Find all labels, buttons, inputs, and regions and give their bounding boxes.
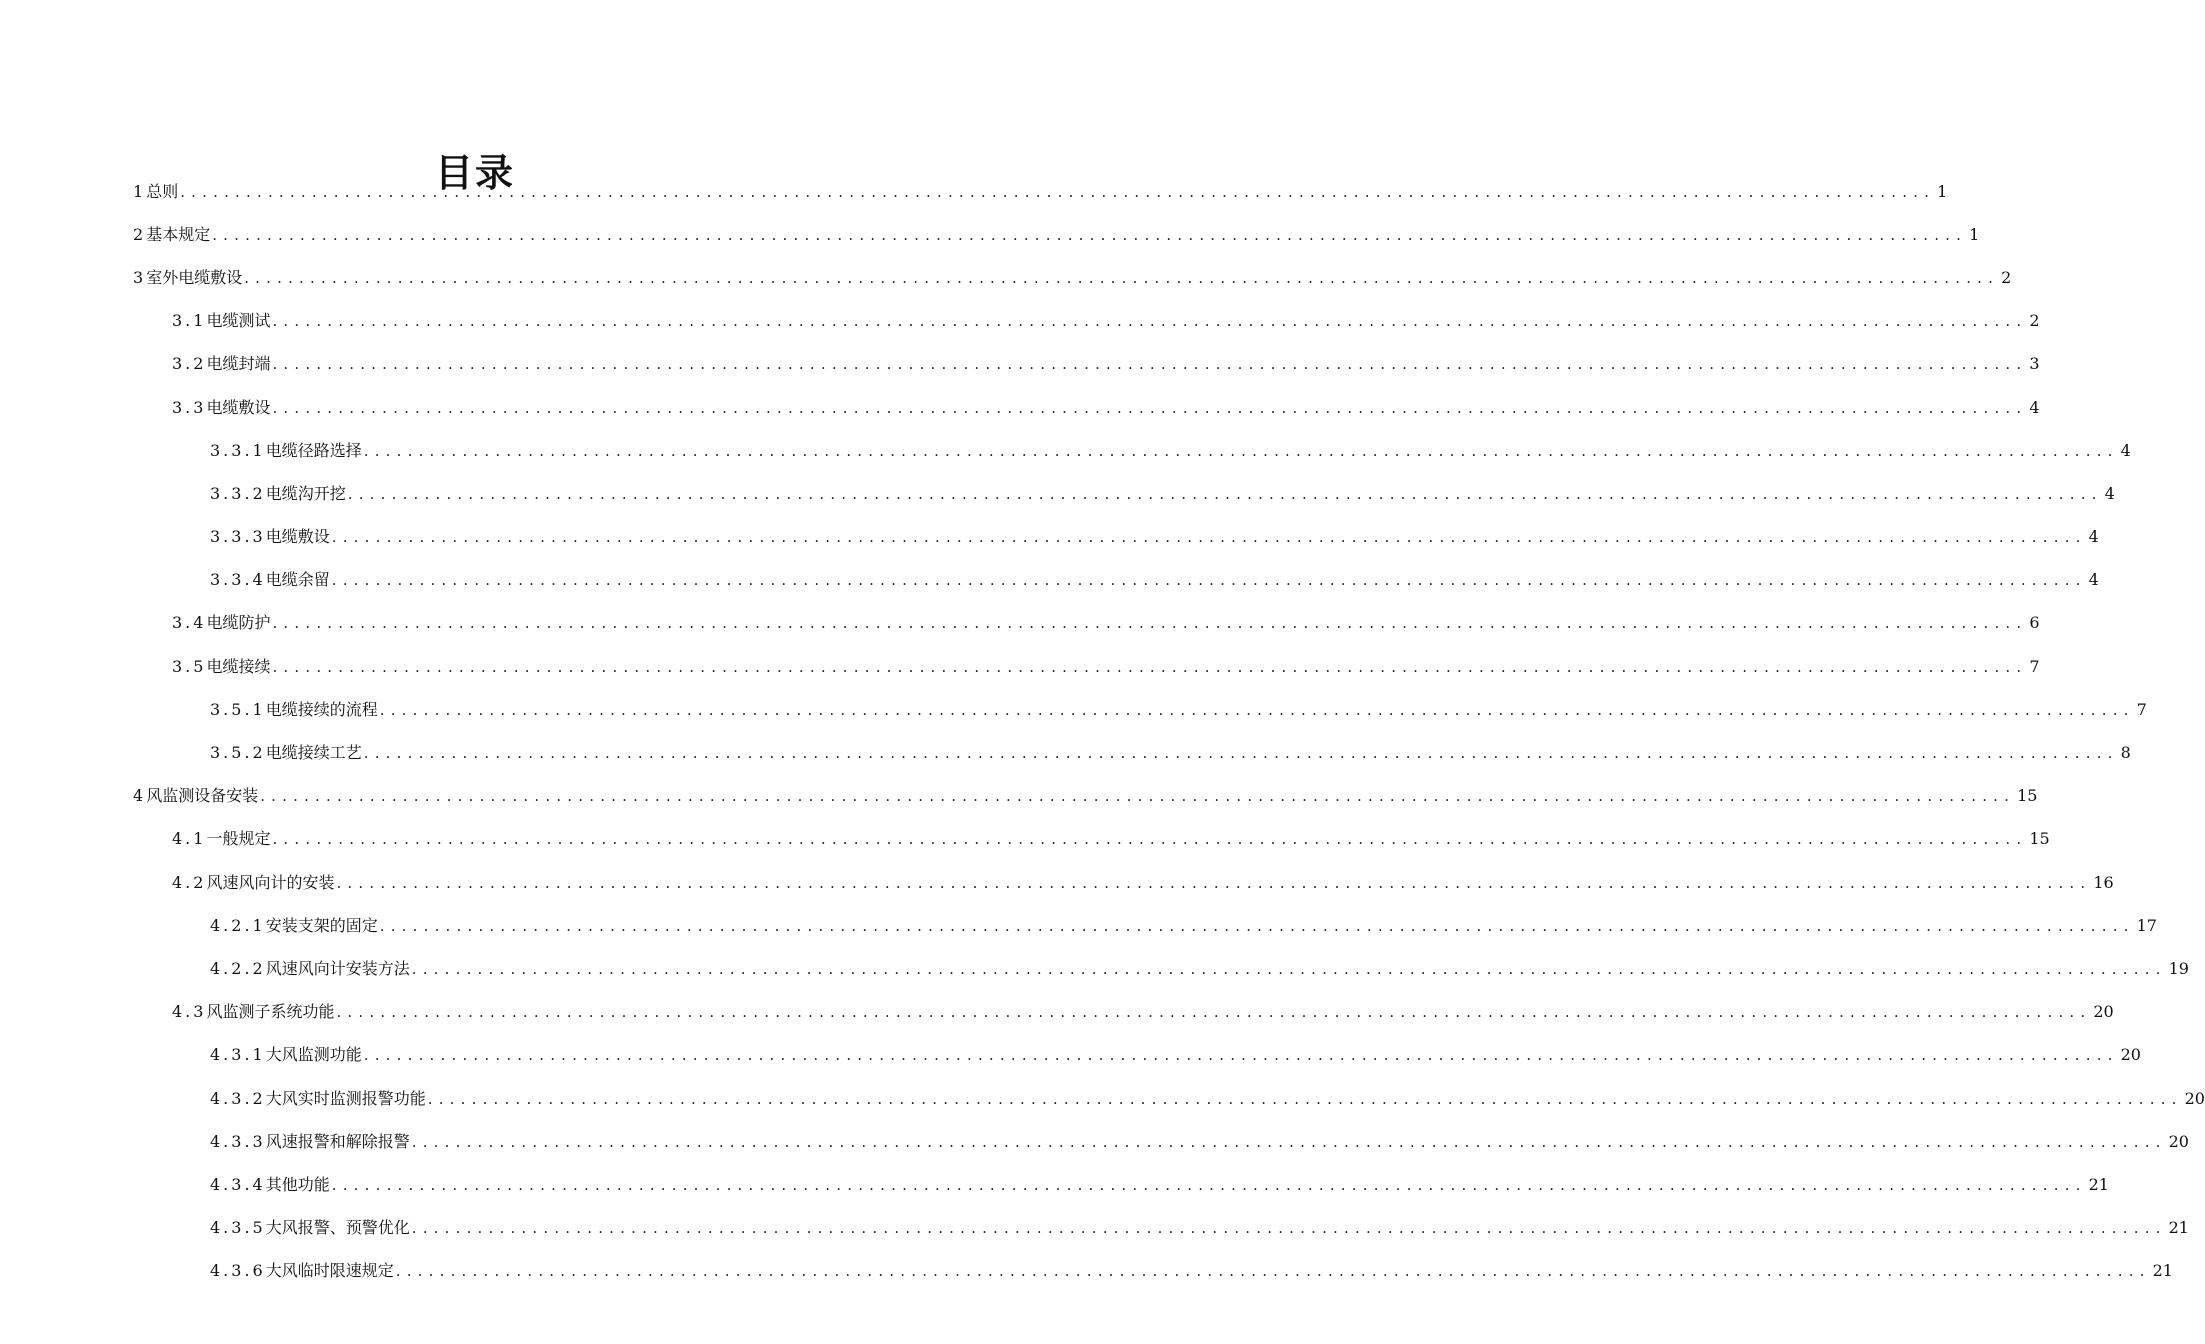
toc-entry-4-3-2[interactable]	[0, 1077, 2205, 1120]
toc-section-title: 其他功能	[265, 1174, 330, 1194]
toc-leader-dots: ................................................................................................................................................................	[347, 484, 2103, 503]
toc-section-number: 3.3	[172, 397, 207, 417]
toc-page-number: 7	[2029, 656, 2040, 676]
toc-section-number: 4.1	[172, 829, 207, 849]
toc-page-number: 15	[2017, 786, 2038, 806]
toc-entry-4-3-5[interactable]	[0, 1207, 2189, 1250]
toc-leader-dots: ................................................................................................................................................................	[363, 744, 2119, 763]
toc-section-number: 1	[133, 181, 147, 201]
toc-section-title: 风监测子系统功能	[206, 1002, 335, 1022]
toc-leader-dots: ................................................................................................................................................................	[272, 657, 2028, 676]
toc-entry-heading	[210, 1044, 362, 1066]
toc-section-title: 一般规定	[206, 829, 271, 849]
toc-page-number: 7	[2136, 699, 2147, 719]
toc-section-number: 3.2	[172, 354, 207, 374]
page-title: 目录	[434, 150, 515, 196]
table-of-contents	[0, 170, 2205, 1293]
toc-entry-heading	[210, 1131, 410, 1153]
toc-entry-4-3-3[interactable]	[0, 1120, 2189, 1163]
toc-page-number: 20	[2120, 1045, 2141, 1065]
toc-section-number: 3.5	[172, 656, 207, 676]
toc-entry-heading	[172, 612, 270, 634]
toc-section-number: 4.3.2	[210, 1088, 266, 1108]
toc-entry-4-2-1[interactable]	[0, 904, 2157, 947]
toc-leader-dots: ................................................................................................................................................................	[331, 528, 2087, 547]
toc-leader-dots: ................................................................................................................................................................	[336, 1003, 2092, 1022]
toc-entry-heading	[133, 267, 242, 289]
toc-page-number: 2	[2001, 267, 2012, 287]
toc-leader-dots: ................................................................................................................................................................	[395, 1262, 2151, 1281]
toc-leader-dots: ................................................................................................................................................................	[272, 398, 2028, 417]
toc-entry-4[interactable]	[0, 775, 2038, 818]
toc-entry-3-1[interactable]	[0, 300, 2040, 343]
toc-entry-3-2[interactable]	[0, 343, 2040, 386]
toc-page-number: 3	[2029, 354, 2040, 374]
toc-entry-heading	[210, 742, 362, 764]
toc-entry-4-3-6[interactable]	[0, 1250, 2173, 1293]
toc-section-title: 基本规定	[146, 224, 211, 244]
toc-section-title: 大风临时限速规定	[265, 1261, 394, 1281]
toc-section-title: 风监测设备安装	[146, 786, 259, 806]
toc-entry-3[interactable]	[0, 256, 2012, 299]
toc-section-title: 大风实时监测报警功能	[265, 1088, 426, 1108]
toc-section-number: 4.2	[172, 872, 207, 892]
toc-leader-dots: ................................................................................................................................................................	[427, 1089, 2183, 1108]
toc-leader-dots: ................................................................................................................................................................	[379, 916, 2135, 935]
toc-entry-3-3-1[interactable]	[0, 429, 2131, 472]
toc-section-title: 安装支架的固定	[265, 915, 378, 935]
toc-leader-dots: ................................................................................................................................................................	[260, 787, 2016, 806]
toc-leader-dots: ................................................................................................................................................................	[272, 614, 2028, 633]
toc-leader-dots: ................................................................................................................................................................	[272, 312, 2028, 331]
toc-entry-4-3-4[interactable]	[0, 1163, 2109, 1206]
toc-entry-heading	[210, 1260, 394, 1282]
toc-entry-3-4[interactable]	[0, 602, 2040, 645]
toc-section-title: 风速风向计安装方法	[265, 958, 410, 978]
toc-leader-dots: ................................................................................................................................................................	[363, 441, 2119, 460]
toc-page-number: 16	[2093, 872, 2114, 892]
toc-page-number: 21	[2152, 1261, 2173, 1281]
toc-section-number: 4.3.4	[210, 1174, 266, 1194]
toc-section-number: 3.5.2	[210, 743, 266, 763]
toc-section-title: 电缆封端	[206, 354, 271, 374]
toc-entry-heading	[172, 310, 270, 332]
toc-leader-dots: ................................................................................................................................................................	[363, 1046, 2119, 1065]
toc-page-number: 4	[2088, 527, 2099, 547]
toc-leader-dots: ................................................................................................................................................................	[272, 355, 2028, 374]
toc-page-number: 21	[2088, 1174, 2109, 1194]
toc-section-title: 风速报警和解除报警	[265, 1131, 410, 1151]
toc-entry-2[interactable]	[0, 213, 1980, 256]
toc-entry-heading	[172, 1001, 334, 1023]
toc-page-number: 1	[1969, 224, 1980, 244]
toc-leader-dots: ................................................................................................................................................................	[180, 182, 1936, 201]
toc-section-number: 3.3.2	[210, 483, 266, 503]
toc-entry-heading	[210, 958, 410, 980]
toc-section-number: 4.3.3	[210, 1131, 266, 1151]
toc-section-title: 大风报警、预警优化	[265, 1218, 410, 1238]
toc-section-number: 3.3.4	[210, 570, 266, 590]
toc-section-number: 4.3.6	[210, 1261, 266, 1281]
toc-entry-3-5-2[interactable]	[0, 731, 2131, 774]
toc-leader-dots: ................................................................................................................................................................	[379, 700, 2135, 719]
toc-leader-dots: ................................................................................................................................................................	[331, 1175, 2087, 1194]
toc-section-title: 电缆测试	[206, 311, 271, 331]
toc-entry-3-3-4[interactable]	[0, 559, 2099, 602]
toc-leader-dots: ................................................................................................................................................................	[411, 959, 2167, 978]
toc-section-number: 3.3.3	[210, 527, 266, 547]
toc-section-number: 4	[133, 786, 147, 806]
toc-section-number: 3.4	[172, 613, 207, 633]
toc-entry-heading	[210, 1217, 410, 1239]
toc-entry-3-3-3[interactable]	[0, 516, 2099, 559]
toc-section-number: 2	[133, 224, 147, 244]
toc-section-number: 3	[133, 267, 147, 287]
toc-entry-heading	[172, 397, 270, 419]
toc-section-number: 4.2.1	[210, 915, 266, 935]
toc-section-title: 电缆接续的流程	[265, 699, 378, 719]
toc-leader-dots: ................................................................................................................................................................	[411, 1219, 2167, 1238]
toc-leader-dots: ................................................................................................................................................................	[336, 873, 2092, 892]
toc-entry-heading	[172, 656, 270, 678]
toc-page-number: 20	[2168, 1131, 2189, 1151]
toc-section-title: 电缆接续工艺	[265, 743, 362, 763]
toc-section-number: 4.3.5	[210, 1218, 266, 1238]
toc-section-title: 电缆敷设	[265, 527, 330, 547]
toc-entry-heading	[210, 699, 378, 721]
toc-page-number: 21	[2168, 1218, 2189, 1238]
toc-entry-4-2[interactable]	[0, 861, 2114, 904]
toc-entry-3-3[interactable]	[0, 386, 2040, 429]
toc-entry-3-3-2[interactable]	[0, 472, 2115, 515]
toc-entry-heading	[210, 915, 378, 937]
toc-page-number: 4	[2029, 397, 2040, 417]
toc-entry-4-2-2[interactable]	[0, 947, 2189, 990]
toc-leader-dots: ................................................................................................................................................................	[212, 225, 1968, 244]
toc-section-number: 4.2.2	[210, 958, 266, 978]
toc-entry-1[interactable]	[0, 170, 1948, 213]
toc-entry-heading	[210, 1174, 330, 1196]
toc-entry-heading	[210, 569, 330, 591]
toc-leader-dots: ................................................................................................................................................................	[272, 830, 2028, 849]
toc-section-title: 电缆余留	[265, 570, 330, 590]
toc-section-title: 大风监测功能	[265, 1045, 362, 1065]
toc-entry-heading	[172, 872, 334, 894]
toc-section-number: 4.3.1	[210, 1045, 266, 1065]
toc-section-title: 总则	[146, 181, 179, 201]
toc-page-number: 4	[2104, 483, 2115, 503]
toc-page-number: 6	[2029, 613, 2040, 633]
toc-page-number: 2	[2029, 311, 2040, 331]
toc-entry-heading	[210, 440, 362, 462]
toc-page-number: 8	[2120, 743, 2131, 763]
toc-page-number: 19	[2168, 958, 2189, 978]
toc-page-number: 20	[2093, 1002, 2114, 1022]
toc-entry-4-3[interactable]	[0, 991, 2114, 1034]
toc-section-number: 3.5.1	[210, 699, 266, 719]
toc-section-title: 电缆防护	[206, 613, 271, 633]
toc-entry-4-1[interactable]	[0, 818, 2050, 861]
toc-entry-4-3-1[interactable]	[0, 1034, 2141, 1077]
toc-section-number: 3.1	[172, 311, 207, 331]
toc-page-number: 15	[2029, 829, 2050, 849]
toc-page-number: 1	[1937, 181, 1948, 201]
toc-leader-dots: ................................................................................................................................................................	[244, 268, 2000, 287]
toc-entry-heading	[172, 353, 270, 375]
toc-section-number: 4.3	[172, 1002, 207, 1022]
toc-section-title: 电缆径路选择	[265, 440, 362, 460]
toc-leader-dots: ................................................................................................................................................................	[411, 1132, 2167, 1151]
toc-section-title: 电缆接续	[206, 656, 271, 676]
toc-entry-heading	[210, 483, 346, 505]
toc-page-number: 20	[2184, 1088, 2205, 1108]
toc-entry-heading	[133, 224, 210, 246]
toc-entry-heading	[172, 828, 270, 850]
toc-page-number: 17	[2136, 915, 2157, 935]
toc-entry-heading	[133, 785, 258, 807]
toc-section-title: 风速风向计的安装	[206, 872, 335, 892]
toc-section-number: 3.3.1	[210, 440, 266, 460]
toc-section-title: 电缆敷设	[206, 397, 271, 417]
toc-page-number: 4	[2088, 570, 2099, 590]
toc-entry-3-5-1[interactable]	[0, 688, 2147, 731]
toc-leader-dots: ................................................................................................................................................................	[331, 571, 2087, 590]
toc-section-title: 电缆沟开挖	[265, 483, 346, 503]
toc-entry-heading	[210, 526, 330, 548]
toc-page-number: 4	[2120, 440, 2131, 460]
toc-entry-3-5[interactable]	[0, 645, 2040, 688]
toc-entry-heading	[133, 181, 178, 203]
toc-section-title: 室外电缆敷设	[146, 267, 243, 287]
toc-entry-heading	[210, 1088, 426, 1110]
